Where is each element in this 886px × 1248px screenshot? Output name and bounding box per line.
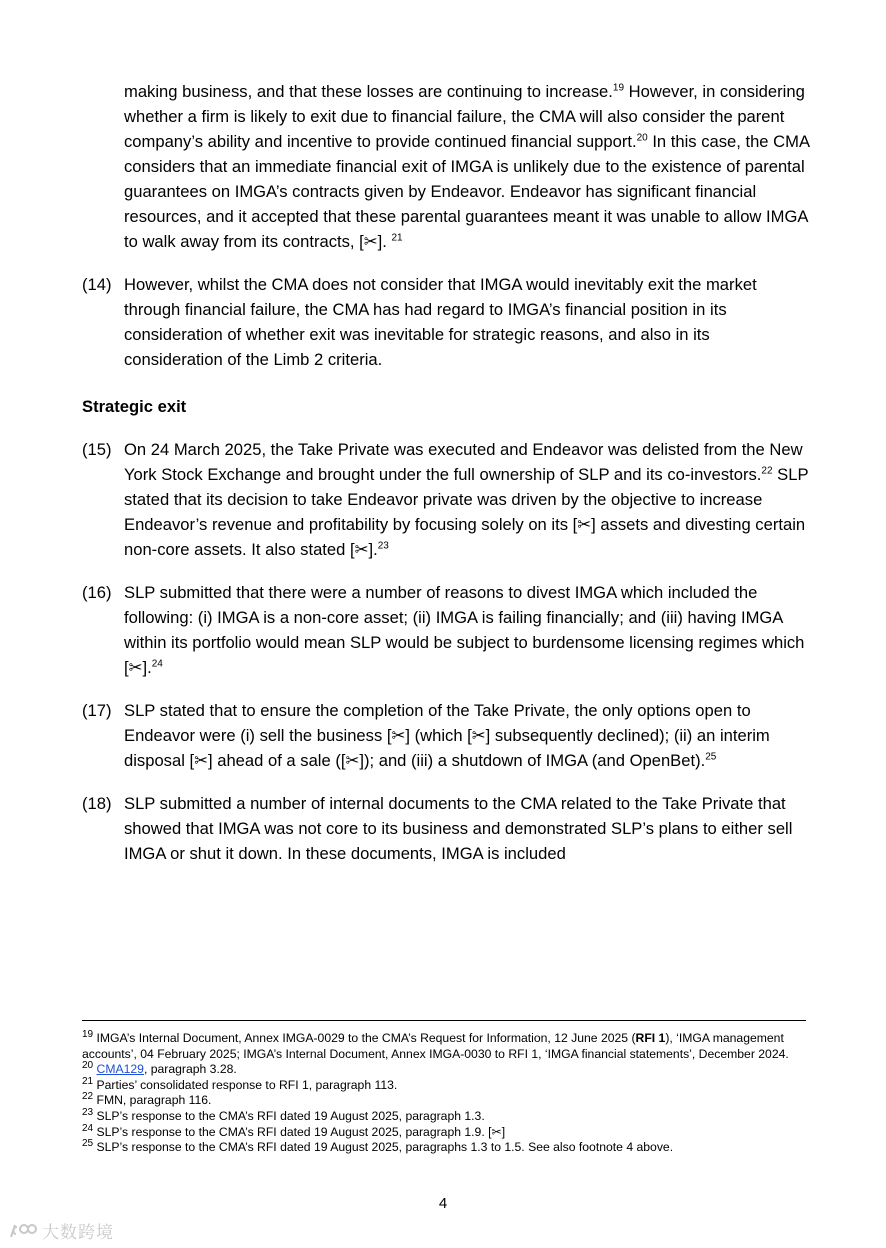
paragraph-18 [82, 791, 812, 866]
paragraph-14 [82, 272, 812, 372]
paragraph-text: SLP stated that its decision to take Endeavor private was driven by the objective to increase Endeavor’s revenue and profitability by focusing solely on its [✂] assets and divesting certain non-core assets. It also stated [✂]. [124, 465, 809, 559]
footnote-number: 23 [82, 1106, 94, 1118]
paragraph-text: SLP submitted that there were a number of reasons to divest IMGA which included the following: (i) IMGA is a non-core asset; (ii) IMGA is failing financially; and (iii) having IMGA within its portfolio would mean SLP would be subject to burdensome licensing regimes which [✂]. [124, 583, 805, 677]
footnote-ref-24[interactable]: 24 [151, 658, 163, 670]
footnote-text: , paragraph 3.28. [143, 1062, 237, 1077]
footnote-text: ), ‘IMGA management accounts’, 04 February 2025; IMGA’s Internal Document, Annex IMGA-0030 to RFI 1, ‘IMGA financial statements’, December 2024. [82, 1031, 789, 1061]
watermark [8, 1218, 114, 1243]
footnote-19 [82, 1028, 802, 1062]
footnote-23 [82, 1106, 802, 1125]
footnote-20 [82, 1062, 802, 1078]
footnote-divider [82, 1020, 806, 1021]
paragraph-number: (17) [82, 701, 112, 720]
paragraph-text: On 24 March 2025, the Take Private was executed and Endeavor was delisted from the New York Stock Exchange and brought under the full ownership of SLP and its co-investors. [124, 440, 803, 484]
paragraph-text: SLP submitted a number of internal documents to the CMA related to the Take Private that showed that IMGA was not core to its business and demonstrated SLP’s plans to either sell IMGA or shut it down. In these documents, IMGA is included [124, 794, 793, 863]
paragraph-number: (14) [82, 275, 112, 294]
footnote-ref-25[interactable]: 25 [705, 751, 717, 763]
paragraph-text: However, whilst the CMA does not consider that IMGA would inevitably exit the market through financial failure, the CMA has had regard to IMGA’s financial position in its consideration of whether exit was inevitable for strategic reasons, and also in its consideration of the Limb 2 criteria. [124, 275, 757, 369]
cma129-link[interactable]: CMA129 [96, 1062, 144, 1077]
paragraph-text: However, in considering whether a firm is likely to exit due to financial failure, the CMA will also consider the parent company’s ability and incentive to provide continued financial support. [124, 82, 805, 151]
footnote-bold-text: RFI 1 [635, 1031, 666, 1045]
footnote-ref-21[interactable]: 21 [391, 232, 403, 244]
footnote-number: 21 [82, 1075, 94, 1087]
footnote-text: IMGA’s Internal Document, Annex IMGA-0029 to the CMA’s Request for Information, 12 June 2025 ( [93, 1031, 636, 1045]
footnote-24 [82, 1122, 802, 1141]
watermark-text: 大数跨境 [42, 1223, 114, 1243]
paragraph-text: making business, and that these losses are continuing to increase. [124, 82, 613, 101]
footnote-number: 20 [82, 1060, 94, 1072]
footnotes [82, 1028, 802, 1156]
section-heading: Strategic exit [82, 397, 187, 416]
paragraph-number: (16) [82, 583, 112, 602]
footnote-21 [82, 1075, 802, 1094]
footnote-number: 22 [82, 1091, 94, 1103]
footnote-text: SLP’s response to the CMA’s RFI dated 19 August 2025, paragraphs 1.3 to 1.5. See also footnote 4 above. [93, 1140, 674, 1155]
footnote-ref-22[interactable]: 22 [761, 465, 773, 477]
footnote-25 [82, 1140, 802, 1156]
footnote-ref-23[interactable]: 23 [377, 540, 389, 552]
footnote-number: 24 [82, 1122, 94, 1134]
footnote-number: 25 [82, 1138, 94, 1150]
footnote-number: 19 [82, 1028, 94, 1040]
watermark-logo-icon [8, 1222, 38, 1240]
page-number: 4 [438, 1195, 448, 1212]
body-text [82, 79, 812, 884]
footnote-22 [82, 1093, 802, 1109]
footnote-text: FMN, paragraph 116. [93, 1093, 212, 1108]
paragraph-text: SLP stated that to ensure the completion of the Take Private, the only options open to Endeavor were (i) sell the business [✂] (which [✂] subsequently declined); (ii) an interim disposal [✂] ahead of a sale ([✂]); and (iii) a shutdown of IMGA (and OpenBet). [124, 701, 770, 770]
paragraph-17 [82, 698, 812, 773]
footnote-text: SLP’s response to the CMA’s RFI dated 19 August 2025, paragraph 1.3. [93, 1108, 485, 1123]
footnote-ref-20[interactable]: 20 [636, 132, 648, 144]
paragraph-number: (18) [82, 794, 112, 813]
footnote-ref-19[interactable]: 19 [612, 82, 625, 94]
paragraph-15 [82, 437, 812, 562]
paragraph-13-continued [82, 79, 812, 254]
paragraph-16 [82, 580, 812, 680]
paragraph-number: (15) [82, 440, 112, 459]
paragraph-text: In this case, the CMA considers that an immediate financial exit of IMGA is unlikely due to the existence of parental guarantees on IMGA’s contracts given by Endeavor. Endeavor has significant financial resources, and it accepted that these parental guarantees meant it was unable to allow IMGA to walk away from its contracts, [✂]. [124, 132, 810, 251]
footnote-text: Parties’ consolidated response to RFI 1, paragraph 113. [93, 1077, 398, 1092]
footnote-text: SLP’s response to the CMA’s RFI dated 19 August 2025, paragraph 1.9. [✂] [93, 1124, 506, 1139]
